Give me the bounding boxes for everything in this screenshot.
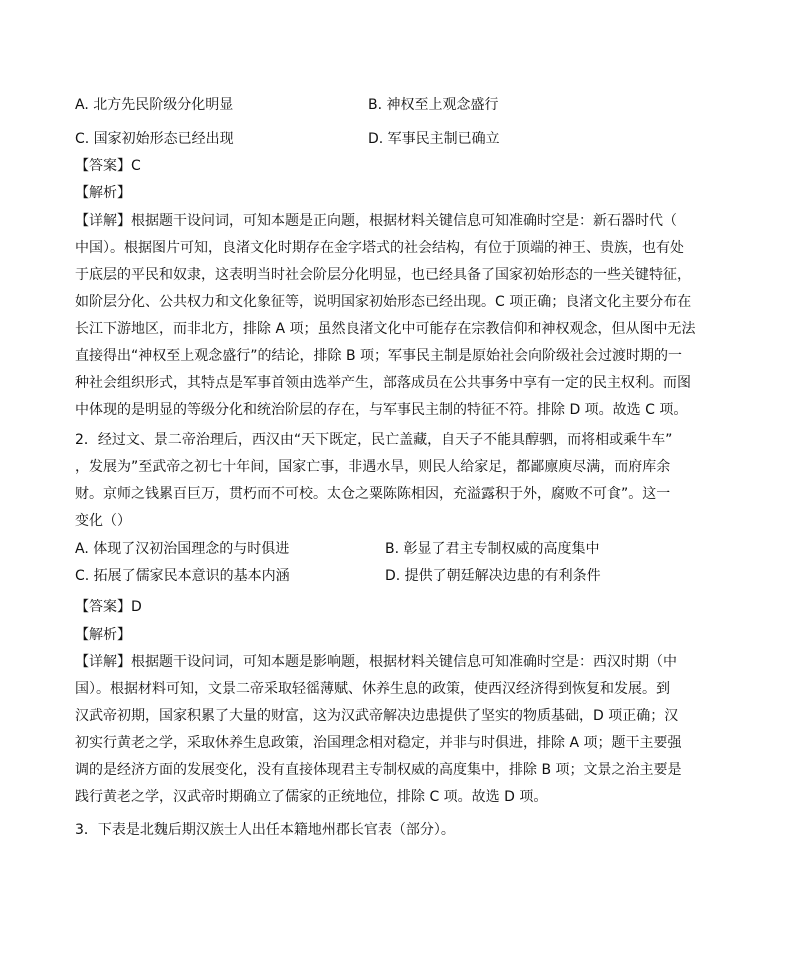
q2-detail-line: 初实行黄老之学，采取休养生息政策，治国理念相对稳定，并非与时俱进，排除 A 项；题干主要强 xyxy=(75,735,682,751)
q1-option-d: D. 军事民主制已确立 xyxy=(368,131,500,147)
q1-detail-line: 【详解】根据题干设问词，可知本题是正向题，根据材料关键信息可知准确时空是：新石器时代（ xyxy=(75,213,677,229)
q2-answer: 【答案】D xyxy=(75,599,142,615)
q3-stem: 3．下表是北魏后期汉族士人出任本籍地州郡长官表（部分）。 xyxy=(75,822,455,838)
q1-option-c: C. 国家初始形态已经出现 xyxy=(75,131,234,147)
q1-detail-line: 于底层的平民和奴隶，这表明当时社会阶层分化明显，也已经具备了国家初始形态的一些关键特征， xyxy=(75,267,691,283)
q1-detail-line: 中国）。根据图片可知，良渚文化时期存在金字塔式的社会结构，有位于顶端的神王、贵族，也有处 xyxy=(75,240,684,256)
q2-stem-line: 财。京师之钱累百巨万，贯朽而不可校。太仓之粟陈陈相因，充溢露积于外，腐败不可食”。这一 xyxy=(75,486,671,502)
q1-detail-line: 如阶层分化、公共权力和文化象征等，说明国家初始形态已经出现。C 项正确；良渚文化主要分布在 xyxy=(75,294,692,310)
q2-option-d: D. 提供了朝廷解决边患的有利条件 xyxy=(385,568,601,584)
q2-detail-line: 调的是经济方面的发展变化，没有直接体现君主专制权威的高度集中，排除 B 项；文景之治主要是 xyxy=(75,762,682,778)
q2-detail-line: 【详解】根据题干设问词，可知本题是影响题，根据材料关键信息可知准确时空是：西汉时期（中 xyxy=(75,654,677,670)
q2-option-a: A. 体现了汉初治国理念的与时俱进 xyxy=(75,541,290,557)
q2-analysis-label: 【解析】 xyxy=(75,627,131,643)
q1-option-a: A. 北方先民阶级分化明显 xyxy=(75,97,234,113)
q1-detail-line: 直接得出“神权至上观念盛行”的结论，排除 B 项；军事民主制是原始社会向阶级社会过渡时期的一 xyxy=(75,348,683,364)
q2-stem-line: ，发展为”至武帝之初七十年间，国家亡事，非遇水旱，则民人给家足，都鄙廪庾尽满，而府库余 xyxy=(75,459,671,475)
q1-detail-line: 中体现的是明显的等级分化和统治阶层的存在，与军事民主制的特征不符。排除 D 项。故选 C 项。 xyxy=(75,402,688,418)
q2-detail-line: 国）。根据材料可知，文景二帝采取轻徭薄赋、休养生息的政策，使西汉经济得到恢复和发展。到 xyxy=(75,681,670,697)
q2-option-b: B. 彰显了君主专制权威的高度集中 xyxy=(385,541,600,557)
q1-detail-line: 长江下游地区，而非北方，排除 A 项；虽然良渚文化中可能存在宗教信仰和神权观念，但从图中无法 xyxy=(75,321,696,337)
q2-stem-line: 2．经过文、景二帝治理后，西汉由“天下既定，民亡盖藏，自天子不能具醇驷，而将相或乘牛车” xyxy=(75,432,673,448)
q1-option-b: B. 神权至上观念盛行 xyxy=(368,97,499,113)
q2-detail-line: 汉武帝初期，国家积累了大量的财富，这为汉武帝解决边患提供了坚实的物质基础，D 项正确；汉 xyxy=(75,708,679,724)
q2-stem-line: 变化（） xyxy=(75,513,131,529)
q1-answer: 【答案】C xyxy=(75,158,141,174)
q1-analysis-label: 【解析】 xyxy=(75,185,131,201)
q2-option-c: C. 拓展了儒家民本意识的基本内涵 xyxy=(75,568,290,584)
q1-detail-line: 种社会组织形式，其特点是军事首领由选举产生，部落成员在公共事务中享有一定的民主权利。而图 xyxy=(75,375,691,391)
q2-detail-line: 践行黄老之学，汉武帝时期确立了儒家的正统地位，排除 C 项。故选 D 项。 xyxy=(75,789,548,805)
